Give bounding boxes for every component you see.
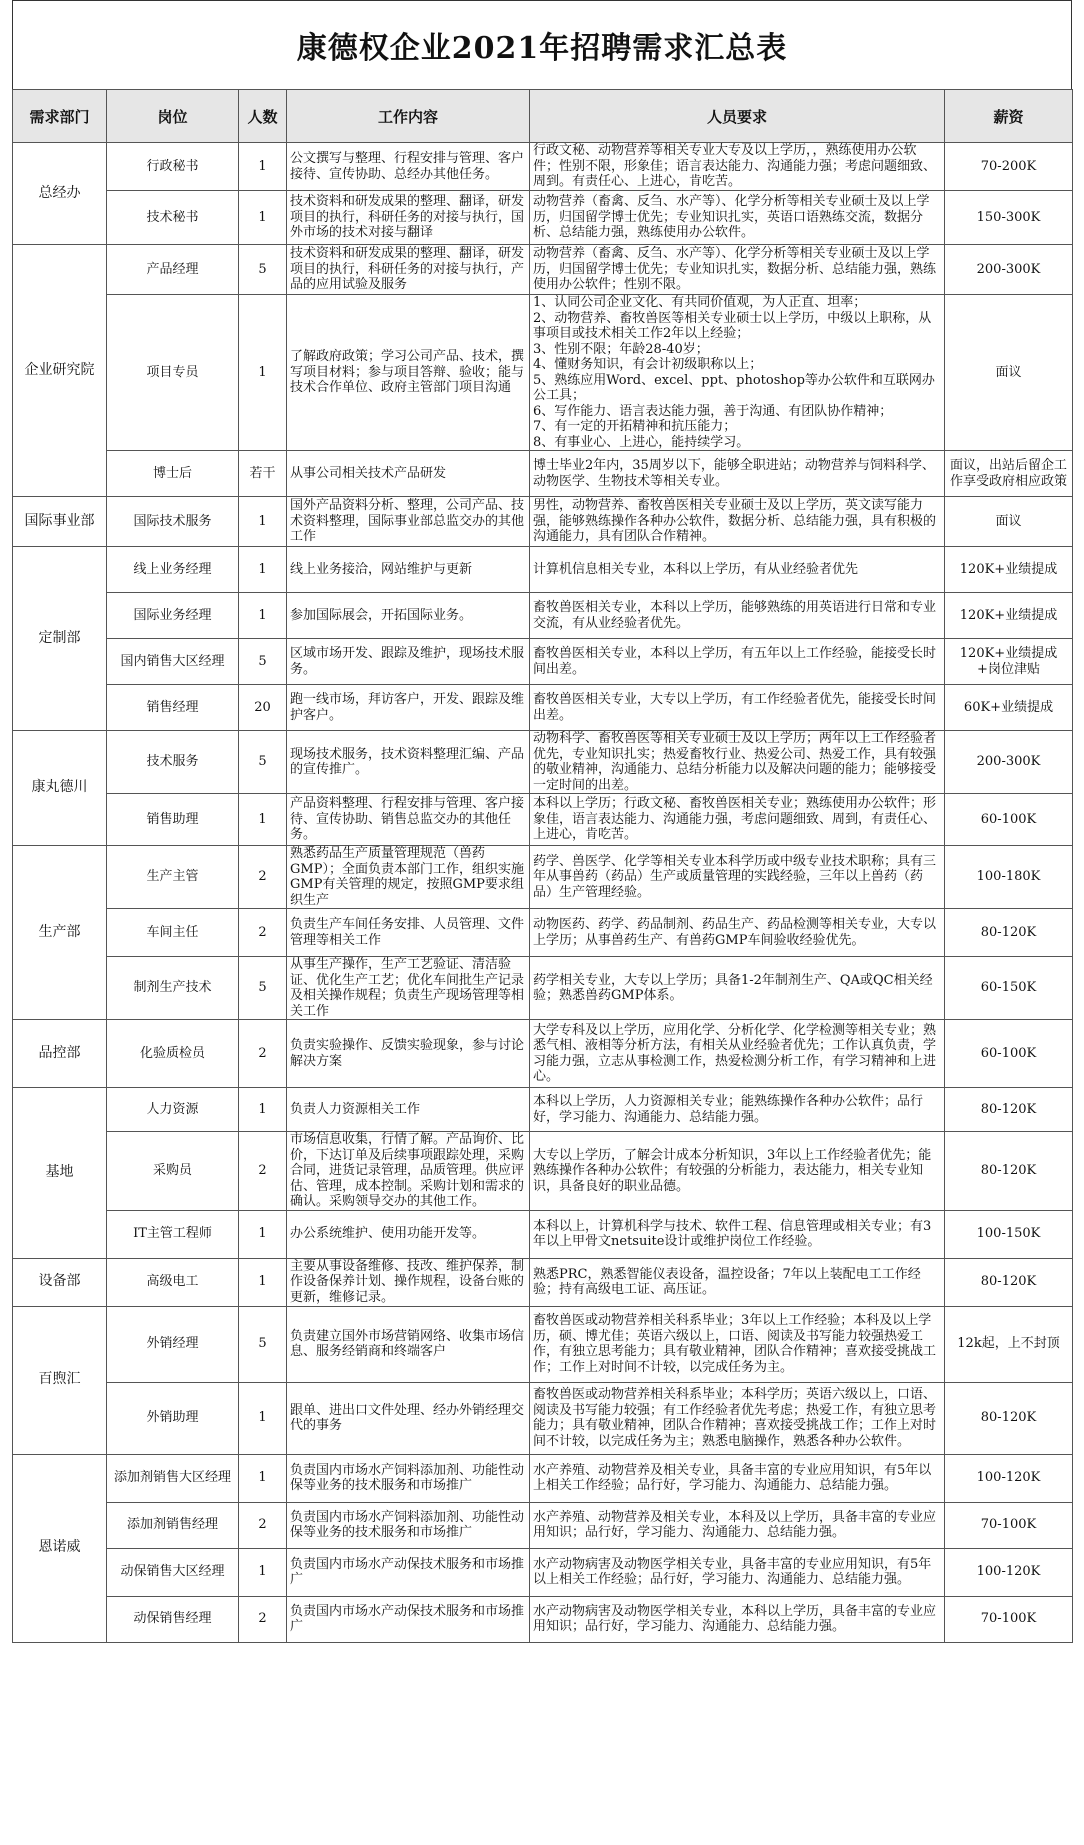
count-cell: 1 bbox=[239, 1088, 287, 1132]
count-cell: 1 bbox=[239, 1382, 287, 1454]
position-cell: 添加剂销售大区经理 bbox=[107, 1454, 239, 1502]
header-row bbox=[13, 90, 1073, 143]
salary-cell: 70-100K bbox=[945, 1502, 1073, 1548]
requirements-cell: 动物医药、药学、药品制剂、药品生产、药品检测等相关专业，大专以上学历；从事兽药生产、有兽药GMP车间验收经验优先。 bbox=[530, 909, 945, 957]
salary-cell: 100-120K bbox=[945, 1454, 1073, 1502]
position-cell: 博士后 bbox=[107, 451, 239, 497]
position-cell: 国际业务经理 bbox=[107, 593, 239, 639]
salary-cell: 12k起，上不封顶 bbox=[945, 1306, 1073, 1382]
salary-cell: 200-300K bbox=[945, 731, 1073, 794]
requirements-cell: 行政文秘、动物营养等相关专业大专及以上学历，，熟练使用办公软件；性别不限，形象佳；语言表达能力、沟通能力强；考虑问题细致、周到。有责任心、上进心，肯吃苦。 bbox=[530, 143, 945, 191]
requirements-cell: 本科以上，计算机科学与技术、软件工程、信息管理或相关专业；有3年以上甲骨文netsuite设计或维护岗位工作经验。 bbox=[530, 1210, 945, 1258]
position-cell: 生产主管 bbox=[107, 846, 239, 909]
salary-cell: 80-120K bbox=[945, 1088, 1073, 1132]
count-cell: 1 bbox=[239, 1210, 287, 1258]
salary-cell: 100-120K bbox=[945, 1548, 1073, 1596]
job-content-cell: 负责国内市场水产动保技术服务和市场推广 bbox=[287, 1548, 530, 1596]
table-row bbox=[13, 593, 1073, 639]
header-salary: 薪资 bbox=[945, 90, 1073, 143]
table-row bbox=[13, 1502, 1073, 1548]
count-cell: 1 bbox=[239, 547, 287, 593]
department-cell: 定制部 bbox=[13, 547, 107, 731]
job-content-cell: 产品资料整理、行程安排与管理、客户接待、宣传协助、销售总监交办的其他任务。 bbox=[287, 794, 530, 846]
job-content-cell: 从事公司相关技术产品研发 bbox=[287, 451, 530, 497]
requirements-cell: 水产养殖、动物营养及相关专业，具备丰富的专业应用知识，有5年以上相关工作经验；品行好，学习能力、沟通能力、总结能力强。 bbox=[530, 1454, 945, 1502]
department-cell: 企业研究院 bbox=[13, 245, 107, 497]
job-content-cell: 熟悉药品生产质量管理规范（兽药GMP）；全面负责本部门工作，组织实施GMP有关管理的规定，按照GMP要求组织生产 bbox=[287, 846, 530, 909]
count-cell: 1 bbox=[239, 794, 287, 846]
table-body bbox=[13, 143, 1073, 1643]
department-cell: 设备部 bbox=[13, 1258, 107, 1306]
count-cell: 2 bbox=[239, 1020, 287, 1088]
position-cell: 技术服务 bbox=[107, 731, 239, 794]
count-cell: 5 bbox=[239, 245, 287, 295]
count-cell: 20 bbox=[239, 685, 287, 731]
job-content-cell: 主要从事设备维修、技改、维护保养，制作设备保养计划、操作规程，设备台账的更新，维修记录。 bbox=[287, 1258, 530, 1306]
job-content-cell: 市场信息收集，行情了解。产品询价、比价，下达订单及后续事项跟踪处理，采购合同，进货记录管理，品质管理。供应评估、管理，成本控制。采购计划和需求的确认。采购领导交办的其他工作。 bbox=[287, 1132, 530, 1211]
salary-cell: 70-200K bbox=[945, 143, 1073, 191]
job-content-cell: 国外产品资料分析、整理，公司产品、技术资料整理，国际事业部总监交办的其他工作 bbox=[287, 497, 530, 547]
salary-cell: 120K+业绩提成 bbox=[945, 547, 1073, 593]
requirements-cell: 水产养殖、动物营养及相关专业，本科及以上学历，具备丰富的专业应用知识；品行好，学习能力、沟通能力、总结能力强。 bbox=[530, 1502, 945, 1548]
count-cell: 1 bbox=[239, 295, 287, 451]
salary-cell: 200-300K bbox=[945, 245, 1073, 295]
salary-cell: 120K+业绩提成 bbox=[945, 593, 1073, 639]
requirements-cell: 大学专科及以上学历，应用化学、分析化学、化学检测等相关专业；熟悉气相、液相等分析方法，有相关从业经验者优先；工作认真负责，学习能力强，立志从事检测工作，热爱检测分析工作，有学习精神和上进心。 bbox=[530, 1020, 945, 1088]
salary-cell: 80-120K bbox=[945, 909, 1073, 957]
count-cell: 2 bbox=[239, 1502, 287, 1548]
department-cell: 恩诺威 bbox=[13, 1454, 107, 1642]
position-cell: 线上业务经理 bbox=[107, 547, 239, 593]
job-content-cell: 负责生产车间任务安排、人员管理、文件管理等相关工作 bbox=[287, 909, 530, 957]
job-content-cell: 办公系统维护、使用功能开发等。 bbox=[287, 1210, 530, 1258]
position-cell: 动保销售大区经理 bbox=[107, 1548, 239, 1596]
requirements-cell: 本科以上学历；行政文秘、畜牧兽医相关专业；熟练使用办公软件；形象佳，语言表达能力、沟通能力强，考虑问题细致、周到，有责任心、上进心，肯吃苦。 bbox=[530, 794, 945, 846]
table-row bbox=[13, 731, 1073, 794]
salary-cell: 100-150K bbox=[945, 1210, 1073, 1258]
job-content-cell: 了解政府政策；学习公司产品、技术，撰写项目材料；参与项目答辩、验收；能与技术合作单位、政府主管部门项目沟通 bbox=[287, 295, 530, 451]
count-cell: 1 bbox=[239, 191, 287, 245]
page-title: 康德权企业2021年招聘需求汇总表 bbox=[296, 31, 788, 66]
department-cell: 百煦汇 bbox=[13, 1306, 107, 1454]
salary-cell: 150-300K bbox=[945, 191, 1073, 245]
position-cell: 外销助理 bbox=[107, 1382, 239, 1454]
salary-cell: 70-100K bbox=[945, 1596, 1073, 1642]
job-content-cell: 参加国际展会，开拓国际业务。 bbox=[287, 593, 530, 639]
position-cell: 产品经理 bbox=[107, 245, 239, 295]
requirements-cell: 动物科学、畜牧兽医等相关专业硕士及以上学历；两年以上工作经验者优先，专业知识扎实；热爱畜牧行业、热爱公司、热爱工作，具有较强的敬业精神，沟通能力、总结分析能力以及解决问题的能力；能够接受一定时间的出差。 bbox=[530, 731, 945, 794]
table-row bbox=[13, 794, 1073, 846]
job-content-cell: 负责实验操作、反馈实验现象，参与讨论解决方案 bbox=[287, 1020, 530, 1088]
position-cell: 国际技术服务 bbox=[107, 497, 239, 547]
requirements-cell: 动物营养（畜禽、反刍、水产等）、化学分析等相关专业硕士及以上学历，归国留学博士优先；专业知识扎实，数据分析、总结能力强，熟练使用办公软件；性别不限。 bbox=[530, 245, 945, 295]
salary-cell: 面议 bbox=[945, 497, 1073, 547]
table-row bbox=[13, 846, 1073, 909]
department-cell: 康丸德川 bbox=[13, 731, 107, 846]
count-cell: 5 bbox=[239, 1306, 287, 1382]
job-content-cell: 技术资料和研发成果的整理、翻译，研发项目的执行，科研任务的对接与执行，产品的应用试验及服务 bbox=[287, 245, 530, 295]
count-cell: 2 bbox=[239, 1132, 287, 1211]
table-row bbox=[13, 909, 1073, 957]
requirements-cell: 男性，动物营养、畜牧兽医相关专业硕士及以上学历，英文读写能力强，能够熟练操作各种办公软件，数据分析、总结能力强，具有积极的沟通能力，具有团队合作精神。 bbox=[530, 497, 945, 547]
requirements-cell: 药学相关专业，大专以上学历；具备1-2年制剂生产、QA或QC相关经验；熟悉兽药GMP体系。 bbox=[530, 957, 945, 1020]
requirements-cell: 畜牧兽医相关专业，大专以上学历，有工作经验者优先，能接受长时间出差。 bbox=[530, 685, 945, 731]
requirements-cell: 博士毕业2年内，35周岁以下，能够全职进站；动物营养与饲料科学、动物医学、生物技术等相关专业。 bbox=[530, 451, 945, 497]
count-cell: 5 bbox=[239, 957, 287, 1020]
job-content-cell: 公文撰写与整理、行程安排与管理、客户接待、宣传协助、总经办其他任务。 bbox=[287, 143, 530, 191]
table-row bbox=[13, 957, 1073, 1020]
requirements-cell: 水产动物病害及动物医学相关专业，具备丰富的专业应用知识，有5年以上相关工作经验；品行好，学习能力、沟通能力、总结能力强。 bbox=[530, 1548, 945, 1596]
count-cell: 若干 bbox=[239, 451, 287, 497]
requirements-cell: 熟悉PRC，熟悉智能仪表设备，温控设备；7年以上装配电工工作经验；持有高级电工证、高压证。 bbox=[530, 1258, 945, 1306]
salary-cell: 60K+业绩提成 bbox=[945, 685, 1073, 731]
requirements-cell: 畜牧兽医相关专业，本科以上学历，有五年以上工作经验，能接受长时间出差。 bbox=[530, 639, 945, 685]
position-cell: 高级电工 bbox=[107, 1258, 239, 1306]
table-row bbox=[13, 1548, 1073, 1596]
table-row bbox=[13, 1306, 1073, 1382]
table-row bbox=[13, 1020, 1073, 1088]
job-content-cell: 跑一线市场，拜访客户，开发、跟踪及维护客户。 bbox=[287, 685, 530, 731]
salary-cell: 80-120K bbox=[945, 1382, 1073, 1454]
job-content-cell: 现场技术服务，技术资料整理汇编、产品的宣传推广。 bbox=[287, 731, 530, 794]
position-cell: 行政秘书 bbox=[107, 143, 239, 191]
requirements-cell: 本科以上学历，人力资源相关专业；能熟练操作各种办公软件；品行好，学习能力、沟通能力、总结能力强。 bbox=[530, 1088, 945, 1132]
salary-cell: 80-120K bbox=[945, 1258, 1073, 1306]
job-content-cell: 负责国内市场水产动保技术服务和市场推广 bbox=[287, 1596, 530, 1642]
requirements-cell: 畜牧兽医或动物营养相关科系毕业；3年以上工作经验；本科及以上学历，硕、博尤佳；英语六级以上，口语、阅读及书写能力较强热爱工作，有独立思考能力；具有敬业精神，团队合作精神；喜欢接受挑战工作；工作上对时间不计较，以完成任务为主。 bbox=[530, 1306, 945, 1382]
salary-cell: 80-120K bbox=[945, 1132, 1073, 1211]
salary-cell: 60-100K bbox=[945, 1020, 1073, 1088]
requirements-cell: 畜牧兽医或动物营养相关科系毕业；本科学历；英语六级以上，口语、阅读及书写能力较强；有工作经验者优先考虑；热爱工作，有独立思考能力；具有敬业精神，团队合作精神；喜欢接受挑战工作；工作上对时间不计较，以完成任务为主；熟悉电脑操作，熟悉各种办公软件。 bbox=[530, 1382, 945, 1454]
position-cell: 项目专员 bbox=[107, 295, 239, 451]
table-row bbox=[13, 245, 1073, 295]
count-cell: 5 bbox=[239, 731, 287, 794]
count-cell: 1 bbox=[239, 1548, 287, 1596]
job-content-cell: 技术资料和研发成果的整理、翻译，研发项目的执行，科研任务的对接与执行，国外市场的技术对接与翻译 bbox=[287, 191, 530, 245]
table-row bbox=[13, 1210, 1073, 1258]
position-cell: 外销经理 bbox=[107, 1306, 239, 1382]
salary-cell: 100-180K bbox=[945, 846, 1073, 909]
position-cell: 人力资源 bbox=[107, 1088, 239, 1132]
job-content-cell: 从事生产操作，生产工艺验证、清洁验证、优化生产工艺；优化车间批生产记录及相关操作规程；负责生产现场管理等相关工作 bbox=[287, 957, 530, 1020]
requirements-cell: 1、认同公司企业文化、有共同价值观，为人正直、坦率； 2、动物营养、畜牧兽医等相关专业硕士以上学历，中级以上职称，从事项目或技术相关工作2年以上经验； 3、性别不限；年龄28-40岁； 4、懂财务知识，有会计初级职称以上； 5、熟练应用Word、excel、ppt、photoshop等办公软件和互联网办公工具； 6、写作能力、语言表达能力强，善于沟通、有团队协作精神； 7、有一定的开拓精神和抗压能力； 8、有事业心、上进心，能持续学习。 bbox=[530, 295, 945, 451]
table-row bbox=[13, 1258, 1073, 1306]
position-cell: 动保销售经理 bbox=[107, 1596, 239, 1642]
count-cell: 2 bbox=[239, 846, 287, 909]
table-row bbox=[13, 685, 1073, 731]
position-cell: 国内销售大区经理 bbox=[107, 639, 239, 685]
department-cell: 品控部 bbox=[13, 1020, 107, 1088]
requirements-cell: 动物营养（畜禽、反刍、水产等）、化学分析等相关专业硕士及以上学历，归国留学博士优先；专业知识扎实，英语口语熟练交流，数据分析、总结能力强，熟练使用办公软件。 bbox=[530, 191, 945, 245]
requirements-cell: 水产动物病害及动物医学相关专业，本科以上学历，具备丰富的专业应用知识；品行好，学习能力、沟通能力、总结能力强。 bbox=[530, 1596, 945, 1642]
header-department: 需求部门 bbox=[13, 90, 107, 143]
salary-cell: 面议 bbox=[945, 295, 1073, 451]
position-cell: 化验质检员 bbox=[107, 1020, 239, 1088]
table-row bbox=[13, 1132, 1073, 1211]
table-row bbox=[13, 295, 1073, 451]
position-cell: 添加剂销售经理 bbox=[107, 1502, 239, 1548]
count-cell: 2 bbox=[239, 1596, 287, 1642]
title-box bbox=[12, 0, 1072, 89]
table-row bbox=[13, 1596, 1073, 1642]
requirements-cell: 药学、兽医学、化学等相关专业本科学历或中级专业技术职称；具有三年从事兽药（药品）生产或质量管理的实践经验，三年以上兽药（药品）生产管理经验。 bbox=[530, 846, 945, 909]
department-cell: 生产部 bbox=[13, 846, 107, 1020]
header-count: 人数 bbox=[239, 90, 287, 143]
table-row bbox=[13, 497, 1073, 547]
header-requirements: 人员要求 bbox=[530, 90, 945, 143]
table-row bbox=[13, 547, 1073, 593]
requirements-cell: 计算机信息相关专业，本科以上学历，有从业经验者优先 bbox=[530, 547, 945, 593]
count-cell: 1 bbox=[239, 143, 287, 191]
job-content-cell: 区域市场开发、跟踪及维护，现场技术服务。 bbox=[287, 639, 530, 685]
count-cell: 2 bbox=[239, 909, 287, 957]
header-position: 岗位 bbox=[107, 90, 239, 143]
salary-cell: 面议，出站后留企工作享受政府相应政策 bbox=[945, 451, 1073, 497]
count-cell: 5 bbox=[239, 639, 287, 685]
job-content-cell: 跟单、进出口文件处理、经办外销经理交代的事务 bbox=[287, 1382, 530, 1454]
position-cell: 销售助理 bbox=[107, 794, 239, 846]
header-job-content: 工作内容 bbox=[287, 90, 530, 143]
job-content-cell: 负责国内市场水产饲料添加剂、功能性动保等业务的技术服务和市场推广 bbox=[287, 1502, 530, 1548]
department-cell: 总经办 bbox=[13, 143, 107, 245]
salary-cell: 60-100K bbox=[945, 794, 1073, 846]
recruitment-sheet bbox=[12, 0, 1072, 1643]
table-row bbox=[13, 1382, 1073, 1454]
count-cell: 1 bbox=[239, 1454, 287, 1502]
count-cell: 1 bbox=[239, 593, 287, 639]
position-cell: 车间主任 bbox=[107, 909, 239, 957]
job-content-cell: 负责国内市场水产饲料添加剂、功能性动保等业务的技术服务和市场推广 bbox=[287, 1454, 530, 1502]
count-cell: 1 bbox=[239, 497, 287, 547]
department-cell: 国际事业部 bbox=[13, 497, 107, 547]
position-cell: 采购员 bbox=[107, 1132, 239, 1211]
table-row bbox=[13, 1454, 1073, 1502]
table-row bbox=[13, 1088, 1073, 1132]
table-row bbox=[13, 451, 1073, 497]
position-cell: 技术秘书 bbox=[107, 191, 239, 245]
position-cell: 销售经理 bbox=[107, 685, 239, 731]
table-row bbox=[13, 639, 1073, 685]
job-content-cell: 负责建立国外市场营销网络、收集市场信息、服务经销商和终端客户 bbox=[287, 1306, 530, 1382]
position-cell: 制剂生产技术 bbox=[107, 957, 239, 1020]
table-row bbox=[13, 191, 1073, 245]
requirements-cell: 畜牧兽医相关专业，本科以上学历，能够熟练的用英语进行日常和专业交流，有从业经验者优先。 bbox=[530, 593, 945, 639]
recruitment-table bbox=[12, 89, 1073, 1643]
salary-cell: 120K+业绩提成+岗位津贴 bbox=[945, 639, 1073, 685]
job-content-cell: 负责人力资源相关工作 bbox=[287, 1088, 530, 1132]
job-content-cell: 线上业务接洽，网站维护与更新 bbox=[287, 547, 530, 593]
salary-cell: 60-150K bbox=[945, 957, 1073, 1020]
count-cell: 1 bbox=[239, 1258, 287, 1306]
position-cell: IT主管工程师 bbox=[107, 1210, 239, 1258]
table-row bbox=[13, 143, 1073, 191]
department-cell: 基地 bbox=[13, 1088, 107, 1259]
requirements-cell: 大专以上学历，了解会计成本分析知识，3年以上工作经验者优先；能熟练操作各种办公软件；有较强的分析能力，表达能力，相关专业知识，具备良好的职业品德。 bbox=[530, 1132, 945, 1211]
